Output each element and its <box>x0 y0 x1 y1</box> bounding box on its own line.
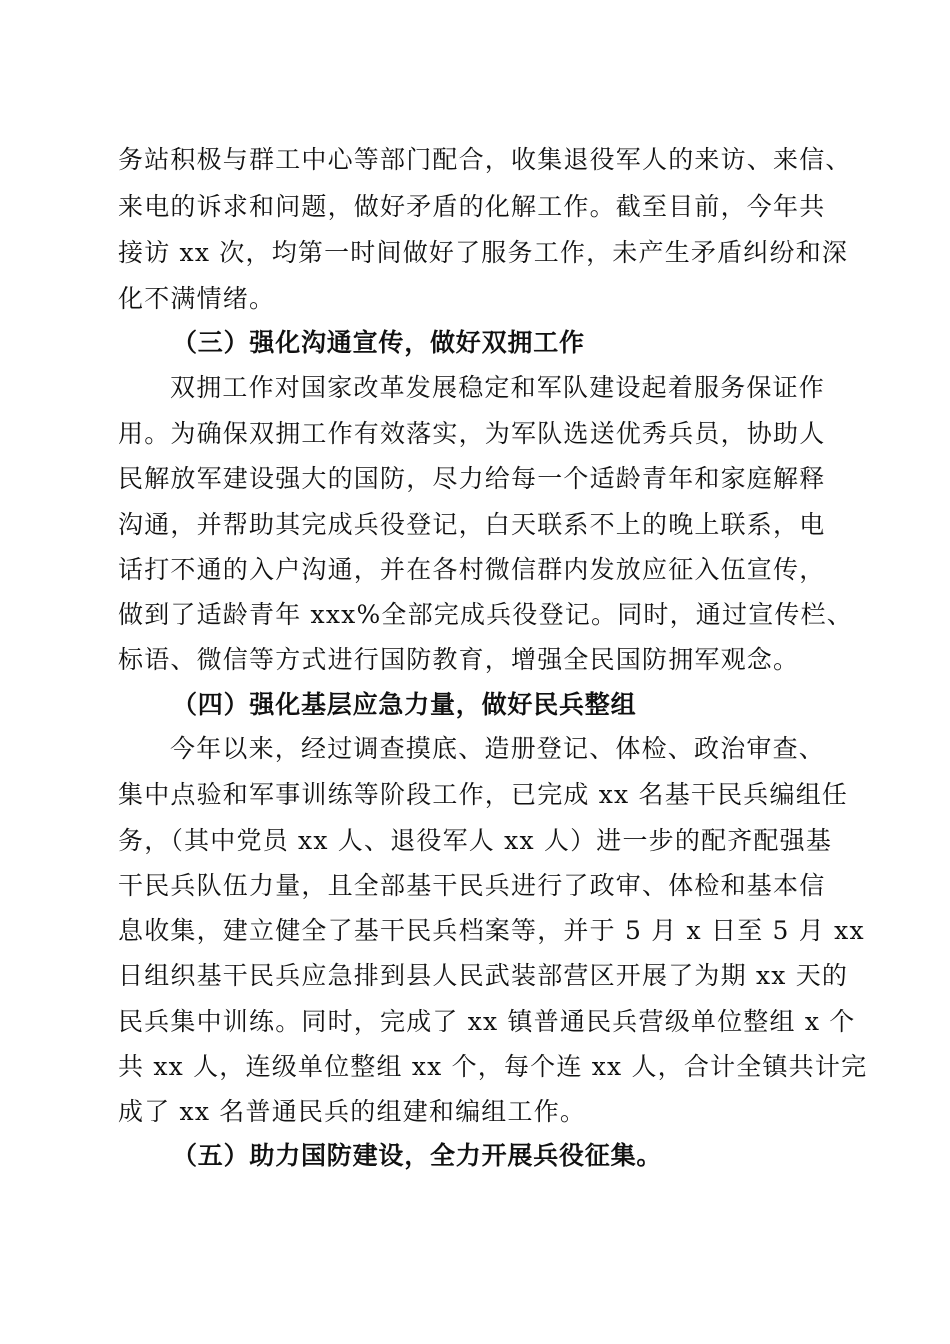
paragraph-line: 息收集，建立健全了基干民兵档案等，并于 5 月 x 日至 5 月 xx <box>118 916 865 945</box>
paragraph-line: 民兵集中训练。同时，完成了 xx 镇普通民兵营级单位整组 x 个 <box>118 1007 856 1036</box>
section-heading-4: （四）强化基层应急力量，做好民兵整组 <box>172 690 637 719</box>
paragraph-line: 务站积极与群工中心等部门配合，收集退役军人的来访、来信、 <box>118 145 852 174</box>
paragraph-line: 成了 xx 名普通民兵的组建和编组工作。 <box>118 1097 587 1126</box>
paragraph-line: 化不满情绪。 <box>118 284 276 313</box>
paragraph-line: 用。为确保双拥工作有效落实，为军队选送优秀兵员，协助人 <box>118 419 826 448</box>
paragraph-line: 来电的诉求和问题，做好矛盾的化解工作。截至目前，今年共 <box>118 192 826 221</box>
paragraph-line: 集中点验和军事训练等阶段工作，已完成 xx 名基干民兵编组任 <box>118 780 849 809</box>
paragraph-line: 今年以来，经过调查摸底、造册登记、体检、政治审查、 <box>170 734 826 763</box>
paragraph-line: 沟通，并帮助其完成兵役登记，白天联系不上的晚上联系，电 <box>118 510 826 539</box>
paragraph-line: 民解放军建设强大的国防，尽力给每一个适龄青年和家庭解释 <box>118 464 826 493</box>
paragraph-line: 日组织基干民兵应急排到县人民武装部营区开展了为期 xx 天的 <box>118 961 849 990</box>
section-heading-3: （三）强化沟通宣传，做好双拥工作 <box>172 328 585 357</box>
paragraph-line: 标语、微信等方式进行国防教育，增强全民国防拥军观念。 <box>118 645 800 674</box>
paragraph-line: 共 xx 人，连级单位整组 xx 个，每个连 xx 人，合计全镇共计完 <box>118 1052 868 1081</box>
section-heading-5: （五）助力国防建设，全力开展兵役征集。 <box>172 1141 663 1170</box>
paragraph-line: 做到了适龄青年 xxx%全部完成兵役登记。同时，通过宣传栏、 <box>118 600 854 629</box>
paragraph-line: 接访 xx 次，均第一时间做好了服务工作，未产生矛盾纠纷和深 <box>118 238 849 267</box>
paragraph-line: 话打不通的入户沟通，并在各村微信群内发放应征入伍宣传， <box>118 555 826 584</box>
paragraph-line: 双拥工作对国家改革发展稳定和军队建设起着服务保证作 <box>170 373 826 402</box>
paragraph-line: 干民兵队伍力量，且全部基干民兵进行了政审、体检和基本信 <box>118 871 826 900</box>
paragraph-line: 务，（其中党员 xx 人、退役军人 xx 人）进一步的配齐配强基 <box>118 826 833 855</box>
